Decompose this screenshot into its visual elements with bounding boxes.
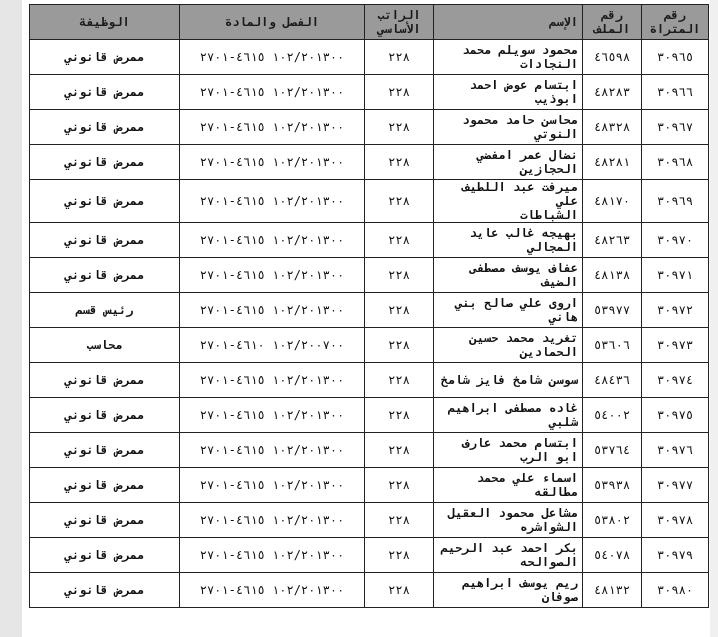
cell-chapter: ١٠٢/٢٠١٣٠٠ ٤٦١٥-٢٧٠١ bbox=[180, 398, 365, 433]
cell-salary: ٢٢٨ bbox=[365, 328, 434, 363]
cell-salary: ٢٢٨ bbox=[365, 468, 434, 503]
name-line-2: الحجازين bbox=[520, 162, 578, 176]
name-line-1: ابتسام محمد عارف bbox=[462, 436, 578, 450]
cell-chapter: ١٠٢/٢٠١٣٠٠ ٤٦١٥-٢٧٠١ bbox=[180, 110, 365, 145]
cell-name bbox=[434, 398, 583, 433]
cell-chapter: ١٠٢/٢٠١٣٠٠ ٤٦١٥-٢٧٠١ bbox=[180, 503, 365, 538]
cell-chapter: ١٠٢/٢٠٠٧٠٠ ٤٦١٠-٢٧٠١ bbox=[180, 328, 365, 363]
cell-chapter: ١٠٢/٢٠١٣٠٠ ٤٦١٥-٢٧٠١ bbox=[180, 293, 365, 328]
cell-file: ٤٨١٣٨ bbox=[583, 258, 642, 293]
name-line-1: سوسن شامخ فايز شامخ bbox=[440, 373, 578, 387]
cell-job: رئيس قسم bbox=[30, 293, 180, 328]
cell-name bbox=[434, 40, 583, 75]
table-row bbox=[30, 145, 709, 180]
cell-file: ٤٨٤٣٦ bbox=[583, 363, 642, 398]
name-line-1: ريم يوسف ابراهيم bbox=[462, 576, 578, 590]
cell-job: ممرض قانوني bbox=[30, 75, 180, 110]
cell-job: ممرض قانوني bbox=[30, 573, 180, 608]
name-line-1: عفاف يوسف مصطفى bbox=[469, 261, 578, 275]
scan-margin-right bbox=[710, 0, 718, 637]
cell-name bbox=[434, 363, 583, 398]
name-line-2: الضيف bbox=[541, 275, 578, 289]
table-row bbox=[30, 503, 709, 538]
cell-salary: ٢٢٨ bbox=[365, 75, 434, 110]
cell-salary: ٢٢٨ bbox=[365, 293, 434, 328]
cell-job: ممرض قانوني bbox=[30, 258, 180, 293]
cell-name bbox=[434, 503, 583, 538]
cell-name bbox=[434, 258, 583, 293]
name-line-2: النوتي bbox=[534, 127, 578, 141]
cell-seq: ٣٠٩٦٦ bbox=[642, 75, 709, 110]
cell-name bbox=[434, 328, 583, 363]
name-line-1: ميرفت عبد اللطيف علي bbox=[462, 180, 578, 208]
cell-chapter: ١٠٢/٢٠١٣٠٠ ٤٦١٥-٢٧٠١ bbox=[180, 145, 365, 180]
name-line-1: محمود سويلم محمد bbox=[462, 43, 578, 57]
header-seq: رقم المتراة bbox=[642, 5, 709, 40]
cell-chapter: ١٠٢/٢٠١٣٠٠ ٤٦١٥-٢٧٠١ bbox=[180, 223, 365, 258]
cell-seq: ٣٠٩٦٨ bbox=[642, 145, 709, 180]
cell-job: محاسب bbox=[30, 328, 180, 363]
cell-job: ممرض قانوني bbox=[30, 468, 180, 503]
cell-seq: ٣٠٩٧٦ bbox=[642, 433, 709, 468]
name-line-2: المجالي bbox=[527, 240, 578, 254]
cell-file: ٥٤٠٠٢ bbox=[583, 398, 642, 433]
name-line-1: نضال عمر امفضي bbox=[476, 148, 578, 162]
table-row bbox=[30, 573, 709, 608]
cell-seq: ٣٠٩٦٥ bbox=[642, 40, 709, 75]
scan-margin-left bbox=[0, 0, 22, 637]
cell-name bbox=[434, 223, 583, 258]
cell-chapter: ١٠٢/٢٠١٣٠٠ ٤٦١٥-٢٧٠١ bbox=[180, 363, 365, 398]
name-line-1: مشاعل محمود العقيل bbox=[447, 506, 578, 520]
cell-name bbox=[434, 75, 583, 110]
cell-job: ممرض قانوني bbox=[30, 538, 180, 573]
table-row bbox=[30, 363, 709, 398]
cell-job: ممرض قانوني bbox=[30, 145, 180, 180]
header-job: الوظيفة bbox=[30, 5, 180, 40]
cell-seq: ٣٠٩٧٧ bbox=[642, 468, 709, 503]
cell-job: ممرض قانوني bbox=[30, 363, 180, 398]
cell-file: ٤٨١٣٢ bbox=[583, 573, 642, 608]
table-row bbox=[30, 328, 709, 363]
cell-seq: ٣٠٩٧٢ bbox=[642, 293, 709, 328]
cell-salary: ٢٢٨ bbox=[365, 223, 434, 258]
header-chapter: الفصل والمادة bbox=[180, 5, 365, 40]
cell-chapter: ١٠٢/٢٠١٣٠٠ ٤٦١٥-٢٧٠١ bbox=[180, 433, 365, 468]
cell-name bbox=[434, 180, 583, 223]
cell-salary: ٢٢٨ bbox=[365, 573, 434, 608]
cell-seq: ٣٠٩٧٣ bbox=[642, 328, 709, 363]
cell-salary: ٢٢٨ bbox=[365, 398, 434, 433]
table-row bbox=[30, 110, 709, 145]
table-row bbox=[30, 433, 709, 468]
name-line-2: مطالقه bbox=[534, 485, 578, 499]
cell-salary: ٢٢٨ bbox=[365, 538, 434, 573]
cell-seq: ٣٠٩٨٠ bbox=[642, 573, 709, 608]
cell-salary: ٢٢٨ bbox=[365, 503, 434, 538]
cell-chapter: ١٠٢/٢٠١٣٠٠ ٤٦١٥-٢٧٠١ bbox=[180, 258, 365, 293]
cell-chapter: ١٠٢/٢٠١٣٠٠ ٤٦١٥-٢٧٠١ bbox=[180, 180, 365, 223]
cell-job: ممرض قانوني bbox=[30, 40, 180, 75]
cell-salary: ٢٢٨ bbox=[365, 433, 434, 468]
employee-table bbox=[29, 4, 709, 608]
cell-chapter: ١٠٢/٢٠١٣٠٠ ٤٦١٥-٢٧٠١ bbox=[180, 573, 365, 608]
cell-name bbox=[434, 433, 583, 468]
name-line-2: ابو الرب bbox=[520, 450, 578, 464]
cell-file: ٥٣٧٦٤ bbox=[583, 433, 642, 468]
cell-salary: ٢٢٨ bbox=[365, 40, 434, 75]
table-row bbox=[30, 468, 709, 503]
table-row bbox=[30, 258, 709, 293]
cell-name bbox=[434, 538, 583, 573]
cell-name bbox=[434, 145, 583, 180]
cell-file: ٤٨٢٨٣ bbox=[583, 75, 642, 110]
cell-name bbox=[434, 293, 583, 328]
cell-chapter: ١٠٢/٢٠١٣٠٠ ٤٦١٥-٢٧٠١ bbox=[180, 75, 365, 110]
cell-file: ٤٨٢٦٣ bbox=[583, 223, 642, 258]
cell-seq: ٣٠٩٧٠ bbox=[642, 223, 709, 258]
cell-seq: ٣٠٩٧٥ bbox=[642, 398, 709, 433]
table-row bbox=[30, 75, 709, 110]
name-line-2: هاني bbox=[549, 310, 578, 324]
header-file: رقم الملف bbox=[583, 5, 642, 40]
cell-file: ٤٦٥٩٨ bbox=[583, 40, 642, 75]
table-row bbox=[30, 538, 709, 573]
table-row bbox=[30, 40, 709, 75]
name-line-2: الصوالحه bbox=[520, 555, 578, 569]
name-line-1: اسماء علي محمد bbox=[476, 471, 578, 485]
cell-name bbox=[434, 573, 583, 608]
header-name: الإسم bbox=[434, 5, 583, 40]
name-line-1: بكر احمد عبد الرحيم bbox=[440, 541, 578, 555]
cell-job: ممرض قانوني bbox=[30, 503, 180, 538]
cell-salary: ٢٢٨ bbox=[365, 145, 434, 180]
name-line-1: بهيجه غالب عايد bbox=[469, 226, 578, 240]
name-line-1: غاده مصطفى ابراهيم bbox=[447, 401, 578, 415]
cell-seq: ٣٠٩٧٩ bbox=[642, 538, 709, 573]
cell-job: ممرض قانوني bbox=[30, 223, 180, 258]
cell-file: ٥٣٩٣٨ bbox=[583, 468, 642, 503]
name-line-1: تغريد محمد حسين bbox=[469, 331, 578, 345]
cell-job: ممرض قانوني bbox=[30, 398, 180, 433]
cell-file: ٤٨١٧٠ bbox=[583, 180, 642, 223]
cell-file: ٥٤٠٧٨ bbox=[583, 538, 642, 573]
name-line-2: النجادات bbox=[520, 57, 578, 71]
name-line-1: ابتسام عوض احمد bbox=[469, 78, 578, 92]
cell-name bbox=[434, 468, 583, 503]
table-row bbox=[30, 223, 709, 258]
name-line-2: شلبي bbox=[549, 415, 578, 429]
cell-file: ٤٨٣٢٨ bbox=[583, 110, 642, 145]
name-line-2: الحمادين bbox=[520, 345, 578, 359]
cell-seq: ٣٠٩٧١ bbox=[642, 258, 709, 293]
cell-seq: ٣٠٩٧٨ bbox=[642, 503, 709, 538]
name-line-2: الشباطات bbox=[520, 208, 578, 222]
cell-job: ممرض قانوني bbox=[30, 180, 180, 223]
cell-seq: ٣٠٩٦٩ bbox=[642, 180, 709, 223]
cell-job: ممرض قانوني bbox=[30, 110, 180, 145]
name-line-2: الشواشره bbox=[520, 520, 578, 534]
cell-chapter: ١٠٢/٢٠١٣٠٠ ٤٦١٥-٢٧٠١ bbox=[180, 538, 365, 573]
name-line-1: اروى علي صالح بني bbox=[455, 296, 578, 310]
cell-file: ٥٣٦٠٦ bbox=[583, 328, 642, 363]
name-line-2: ابوذيب bbox=[534, 92, 578, 106]
name-line-1: محاسن حامد محمود bbox=[462, 113, 578, 127]
cell-salary: ٢٢٨ bbox=[365, 180, 434, 223]
cell-seq: ٣٠٩٦٧ bbox=[642, 110, 709, 145]
cell-salary: ٢٢٨ bbox=[365, 110, 434, 145]
table-row bbox=[30, 398, 709, 433]
cell-name bbox=[434, 110, 583, 145]
header-salary: الراتب الأساسي bbox=[365, 5, 434, 40]
table-row bbox=[30, 293, 709, 328]
cell-file: ٥٣٩٧٧ bbox=[583, 293, 642, 328]
cell-chapter: ١٠٢/٢٠١٣٠٠ ٤٦١٥-٢٧٠١ bbox=[180, 40, 365, 75]
cell-file: ٥٣٨٠٢ bbox=[583, 503, 642, 538]
table-row bbox=[30, 180, 709, 223]
cell-chapter: ١٠٢/٢٠١٣٠٠ ٤٦١٥-٢٧٠١ bbox=[180, 468, 365, 503]
name-line-2: صوفان bbox=[541, 590, 578, 604]
cell-salary: ٢٢٨ bbox=[365, 363, 434, 398]
cell-job: ممرض قانوني bbox=[30, 433, 180, 468]
cell-salary: ٢٢٨ bbox=[365, 258, 434, 293]
cell-seq: ٣٠٩٧٤ bbox=[642, 363, 709, 398]
table-header-row bbox=[30, 5, 709, 40]
cell-file: ٤٨٢٨١ bbox=[583, 145, 642, 180]
